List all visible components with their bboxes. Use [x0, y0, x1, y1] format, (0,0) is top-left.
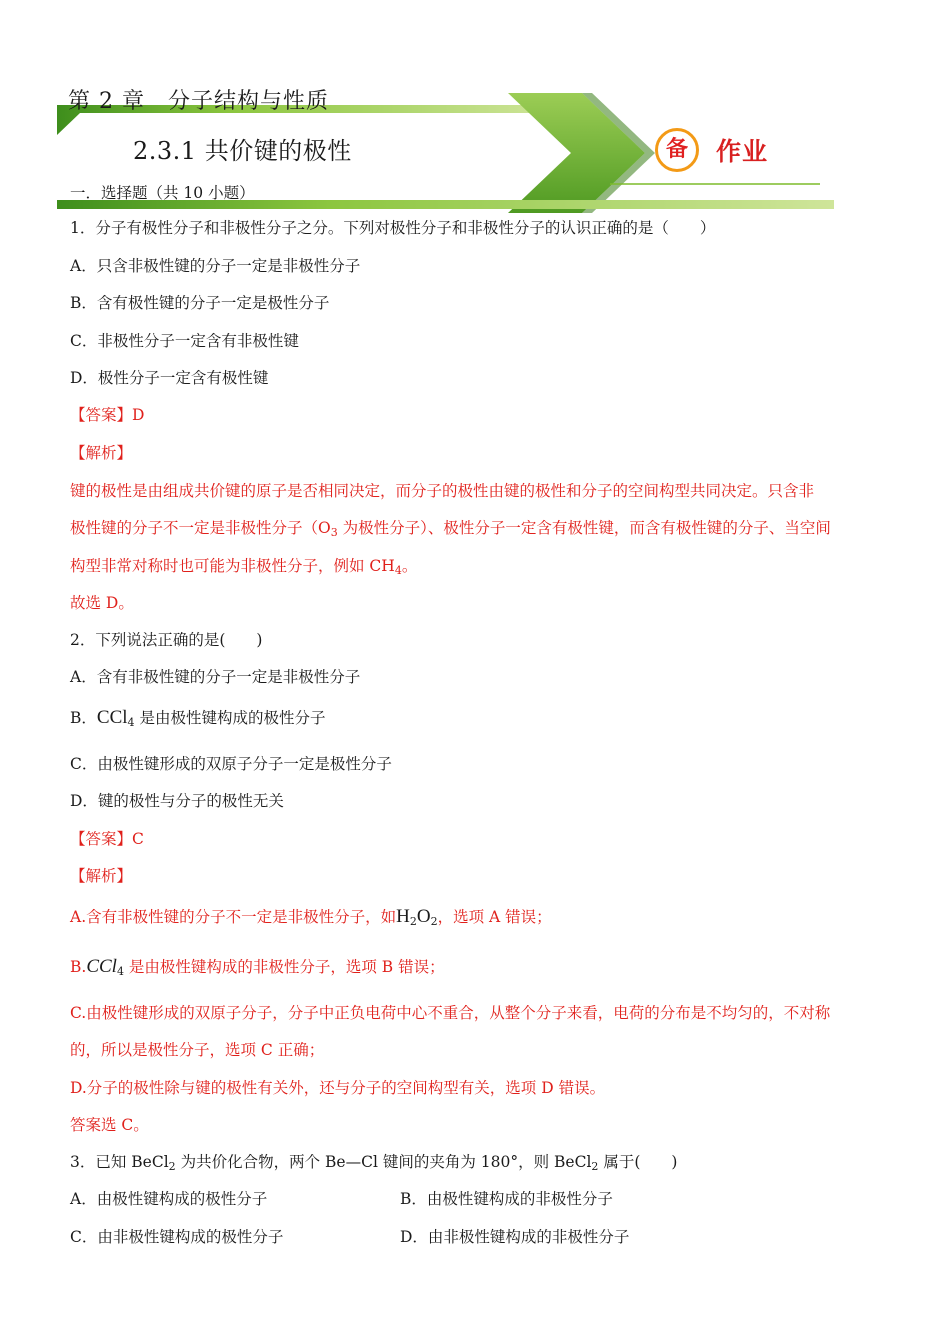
q2-analysis-b-text: 是由极性键构成的非极性分子，选项 B 错误；: [123, 958, 445, 976]
q1-stem: 1．分子有极性分子和非极性分子之分。下列对极性分子和非极性分子的认识正确的是（ ）: [70, 219, 716, 237]
q1-analysis-line-1: 键的极性是由组成共价键的原子是否相同决定，而分子的极性由键的极性和分子的空间构型共同决定。只含非: [70, 482, 815, 500]
q2-analysis-b-formula: CCl: [86, 956, 117, 977]
q1-answer: [70, 405, 144, 425]
q1-analysis-line-3-rest: 。: [401, 557, 418, 575]
q1-answer-value: D: [132, 406, 145, 424]
q1-analysis-line-2-rest: 为极性分子）、极性分子一定含有极性键，而含有极性键的分子、当空间: [337, 519, 831, 537]
header-chevron: [508, 93, 645, 213]
q1-conclusion: 故选 D。: [70, 594, 134, 612]
q2-analysis-a-o: O: [416, 906, 431, 927]
q2-option-b-sub: 4: [127, 716, 135, 729]
q3-option-a: A．由极性键构成的极性分子: [70, 1190, 268, 1208]
q2-analysis-c-line-2: 的，所以是极性分子，选项 C 正确；: [70, 1041, 325, 1059]
q2-answer-value: C: [132, 830, 144, 848]
q2-stem: 2．下列说法正确的是( ): [70, 631, 263, 649]
q2-option-a: A．含有非极性键的分子一定是非极性分子: [70, 668, 361, 686]
q2-analysis-b: [70, 957, 445, 982]
q1-analysis-label: 【解析】: [70, 444, 133, 462]
q3-stem-sub-1: 2: [168, 1160, 176, 1173]
q2-analysis-a-text: A.含有非极性键的分子不一定是非极性分子，如: [70, 908, 397, 926]
q2-option-d: D．键的极性与分子的极性无关: [70, 792, 284, 810]
q3-stem-b: 为共价化合物，两个 Be—Cl 键间的夹角为 180°，则 BeCl: [175, 1153, 592, 1171]
q1-analysis-line-2-text: 极性键的分子不一定是非极性分子（O: [70, 519, 331, 537]
q1-analysis-sub-2: 4: [394, 564, 402, 577]
q2-analysis-a-h-sub: 2: [409, 915, 417, 928]
q2-analysis-a-o-sub: 2: [430, 915, 438, 928]
q2-option-b: [70, 708, 325, 733]
q2-analysis-b-prefix: B.: [70, 958, 87, 976]
q1-analysis-line-3: [70, 556, 417, 581]
q2-analysis-a-h: H: [396, 906, 410, 927]
q2-option-b-prefix: B．: [70, 709, 97, 727]
q2-analysis-b-sub: 4: [116, 965, 124, 978]
q2-option-c: C．由极性键形成的双原子分子一定是极性分子: [70, 755, 392, 773]
q2-answer: [70, 829, 144, 849]
q1-option-d: D．极性分子一定含有极性键: [70, 369, 269, 387]
q2-conclusion: 答案选 C。: [70, 1116, 149, 1134]
q2-analysis-a: [70, 907, 552, 932]
q3-stem-a: 3．已知 BeCl: [70, 1153, 169, 1171]
q2-option-b-text: 是由极性键构成的极性分子: [134, 709, 326, 727]
q3-stem: [70, 1152, 677, 1177]
q1-analysis-sub: 3: [330, 526, 338, 539]
section-heading: 一．选择题（共 10 小题）: [70, 184, 255, 202]
q2-analysis-d: D.分子的极性除与键的极性有关外，还与分子的空间构型有关，选项 D 错误。: [70, 1079, 606, 1097]
q1-analysis-line-2: [70, 518, 831, 543]
q3-option-c: C．由非极性键构成的极性分子: [70, 1228, 284, 1246]
bei-badge-icon: 备: [655, 128, 699, 172]
q3-stem-sub-2: 2: [591, 1160, 599, 1173]
q3-stem-c: 属于( ): [598, 1153, 678, 1171]
q2-answer-label: 【答案】: [70, 830, 133, 848]
q2-analysis-label: 【解析】: [70, 867, 133, 885]
q2-analysis-c-line-1: C.由极性键形成的双原子分子，分子中正负电荷中心不重合，从整个分子来看，电荷的分布是不均匀的，不对称: [70, 1004, 831, 1022]
homework-label: 作业: [716, 137, 769, 166]
q2-analysis-a-tail: ，选项 A 错误；: [437, 908, 552, 926]
q1-option-c: C．非极性分子一定含有非极性键: [70, 332, 299, 350]
chapter-title: 第 2 章 分子结构与性质: [68, 89, 329, 114]
q1-option-a: A．只含非极性键的分子一定是非极性分子: [70, 257, 361, 275]
lesson-title: 2.3.1 共价键的极性: [133, 137, 352, 165]
q2-option-b-formula: CCl: [96, 707, 128, 728]
q1-option-b: B．含有极性键的分子一定是极性分子: [70, 294, 330, 312]
q1-analysis-line-3-text: 构型非常对称时也可能为非极性分子，例如 CH: [70, 557, 395, 575]
q1-answer-label: 【答案】: [70, 406, 133, 424]
q3-option-d: D．由非极性键构成的非极性分子: [400, 1228, 630, 1246]
q3-option-b: B．由极性键构成的非极性分子: [400, 1190, 613, 1208]
